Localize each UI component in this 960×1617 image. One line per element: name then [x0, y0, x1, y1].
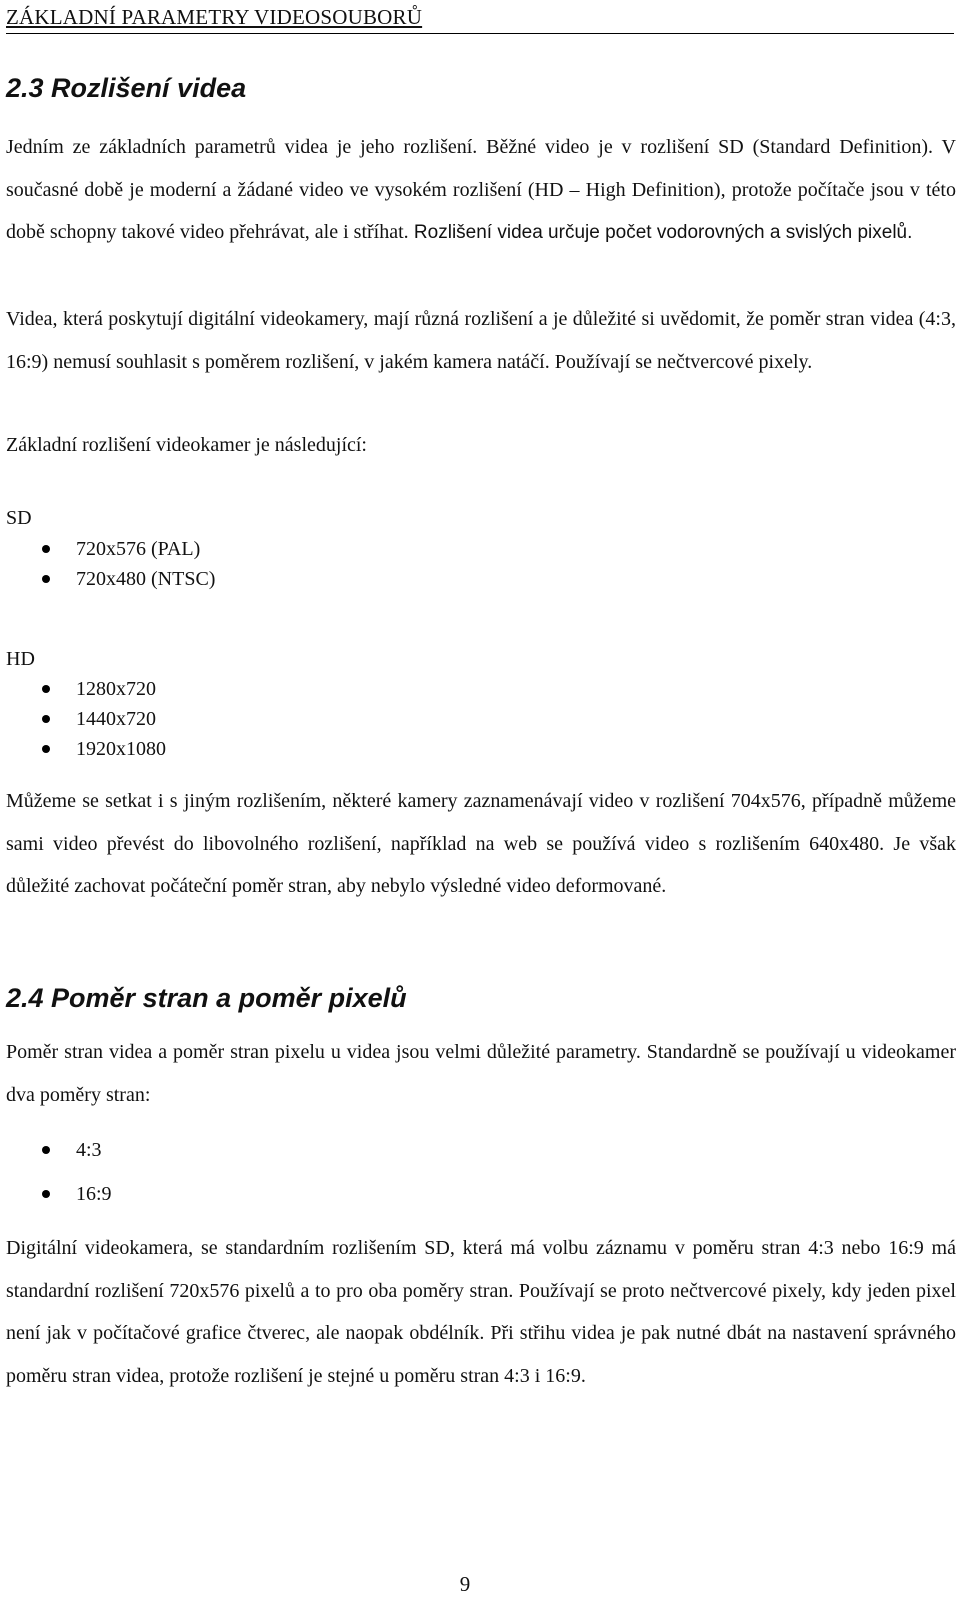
paragraph-aspect-ratios-intro: Poměr stran videa a poměr stran pixelu u videa jsou velmi důležité parametry. Standardně se používají u videokamer dva poměry stran:	[6, 1041, 956, 1106]
bullet-icon	[42, 685, 50, 693]
paragraph-resolution-definition: Rozlišení videa určuje počet vodorovných a svislých pixelů.	[408, 222, 913, 243]
paragraph-basic-resolutions: Základní rozlišení videokamer je následující:	[6, 434, 367, 456]
aspect-ratio-list	[0, 1128, 112, 1216]
list-item: 720x576 (PAL)	[0, 534, 215, 564]
bullet-icon	[42, 545, 50, 553]
paragraph-camera-resolutions: Videa, která poskytují digitální videokamery, mají různá rozlišení a je důležité si uvědomit, že poměr stran videa (4:3, 16:9) nemusí souhlasit s poměrem rozlišení, v jakém kamera natáčí. Používají se nečtvercové pixely.	[6, 308, 956, 373]
sd-resolution-list	[0, 534, 215, 594]
running-header-title: ZÁKLADNÍ PARAMETRY VIDEOSOUBORŮ	[6, 5, 423, 29]
list-item: 1440x720	[0, 704, 166, 734]
bullet-icon	[42, 1146, 50, 1154]
paragraph-resolution-intro-text: Jedním ze základních parametrů videa je jeho rozlišení. Běžné video je v rozlišení SD (Standard Definition). V současné době je moderní a žádané video ve vysokém rozlišení (HD – High Definition), protože počítače jsou v této době schopny takové video přehrávat, ale i stříhat.	[6, 136, 956, 243]
section-heading-2-4: 2.4 Poměr stran a poměr pixelů	[6, 983, 407, 1013]
hd-resolution-list	[0, 674, 166, 764]
paragraph-resolution-intro	[6, 126, 956, 255]
list-item: 720x480 (NTSC)	[0, 564, 215, 594]
sd-label: SD	[6, 507, 32, 529]
hd-label: HD	[6, 648, 35, 670]
page-number: 9	[459, 1572, 471, 1596]
list-item: 1280x720	[0, 674, 166, 704]
section-heading-2-3: 2.3 Rozlišení videa	[6, 73, 247, 103]
bullet-icon	[42, 715, 50, 723]
bullet-icon	[42, 575, 50, 583]
paragraph-other-resolutions: Můžeme se setkat i s jiným rozlišením, některé kamery zaznamenávají video v rozlišení 704x576, případně můžeme sami video převést do libovolného rozlišení, například na web se používá video s rozlišením 640x480. Je však důležité zachovat počáteční poměr stran, aby nebylo výsledné video deformované.	[6, 790, 956, 897]
list-item: 1920x1080	[0, 734, 166, 764]
bullet-icon	[42, 745, 50, 753]
list-item: 4:3	[0, 1128, 112, 1172]
bullet-icon	[42, 1190, 50, 1198]
running-header	[6, 4, 954, 34]
paragraph-non-square-pixels: Digitální videokamera, se standardním rozlišením SD, která má volbu záznamu v poměru stran 4:3 nebo 16:9 má standardní rozlišení 720x576 pixelů a to pro oba poměry stran. Používají se proto nečtvercové pixely, kdy jeden pixel není jak v počítačové grafice čtverec, ale naopak obdélník. Při střihu videa je pak nutné dbát na nastavení správného poměru stran videa, protože rozlišení je stejné u poměru stran 4:3 i 16:9.	[6, 1237, 956, 1387]
list-item: 16:9	[0, 1172, 112, 1216]
